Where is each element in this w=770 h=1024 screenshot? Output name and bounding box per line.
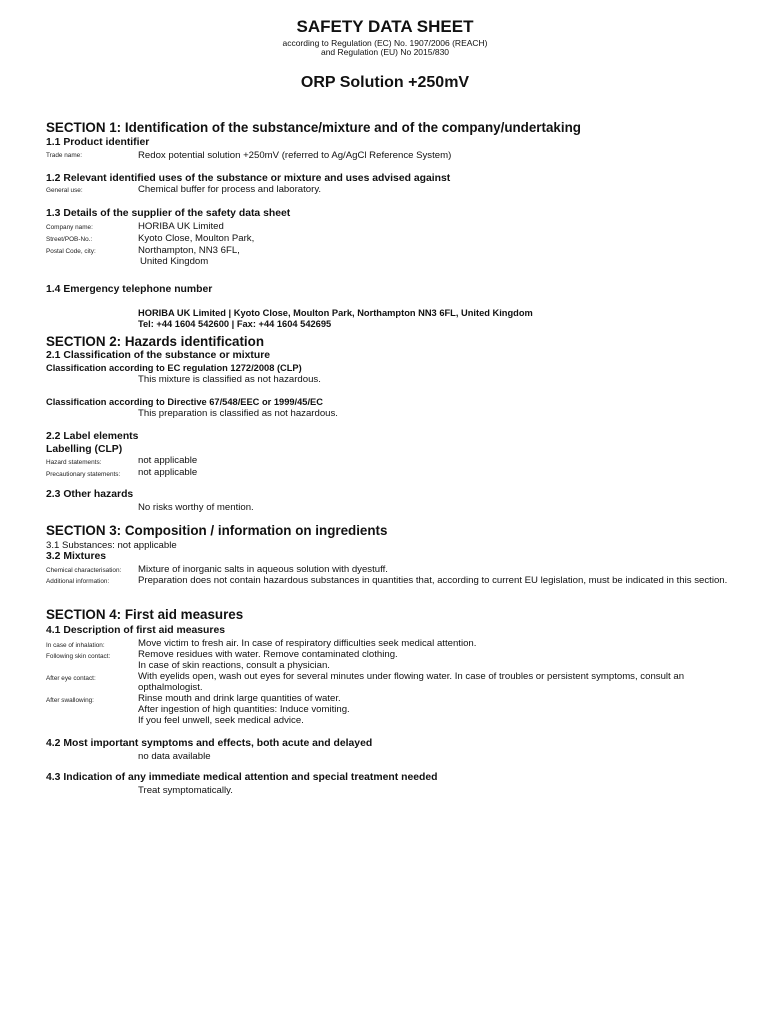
hazard-statements-value: not applicable — [138, 455, 198, 466]
section-1-title: SECTION 1: Identification of the substance/mixture and of the company/undertaking — [46, 120, 581, 135]
skin-contact-value-1: Remove residues with water. Remove contaminated clothing. — [138, 649, 398, 660]
document-title: SAFETY DATA SHEET — [296, 17, 474, 36]
street-label: Street/POB-No.: — [46, 236, 93, 243]
heading-4-2: 4.2 Most important symptoms and effects, both acute and delayed — [46, 738, 373, 749]
product-name: ORP Solution +250mV — [300, 74, 470, 91]
labelling-clp-heading: Labelling (CLP) — [46, 444, 123, 455]
heading-2-2: 2.2 Label elements — [46, 431, 139, 442]
country-value: United Kingdom — [140, 256, 209, 267]
heading-1-3: 1.3 Details of the supplier of the safety data sheet — [46, 208, 291, 219]
general-use-value: Chemical buffer for process and laboratory. — [138, 184, 322, 195]
clp-classification-heading: Classification according to EC regulation 1272/2008 (CLP) — [46, 363, 302, 373]
emergency-phone: Tel: +44 1604 542600 | Fax: +44 1604 542695 — [138, 319, 332, 329]
swallowing-value-3: If you feel unwell, seek medical advice. — [138, 715, 304, 726]
trade-name-label: Trade name: — [46, 152, 82, 159]
company-name-value: HORIBA UK Limited — [138, 221, 224, 232]
symptoms-value: no data available — [138, 751, 211, 762]
swallowing-value-1: Rinse mouth and drink large quantities of water. — [138, 693, 341, 704]
swallowing-value-2: After ingestion of high quantities: Induce vomiting. — [138, 704, 350, 715]
clp-classification-text: This mixture is classified as not hazardous. — [138, 374, 321, 385]
heading-4-3: 4.3 Indication of any immediate medical attention and special treatment needed — [46, 772, 438, 783]
other-hazards-value: No risks worthy of mention. — [138, 502, 254, 513]
emergency-address: HORIBA UK Limited | Kyoto Close, Moulton Park, Northampton NN3 6FL, United Kingdom — [138, 308, 533, 318]
section-4-title: SECTION 4: First aid measures — [46, 607, 244, 622]
heading-2-3: 2.3 Other hazards — [46, 489, 134, 500]
regulation-line-2: and Regulation (EU) No 2015/830 — [320, 47, 450, 57]
company-name-label: Company name: — [46, 224, 93, 231]
heading-3-2: 3.2 Mixtures — [46, 551, 107, 562]
treatment-value: Treat symptomatically. — [138, 785, 233, 796]
regulation-line-1: according to Regulation (EC) No. 1907/2006 (REACH) — [282, 38, 488, 48]
heading-4-1: 4.1 Description of first aid measures — [46, 625, 226, 636]
eye-contact-label: After eye contact: — [46, 675, 96, 682]
heading-1-1: 1.1 Product identifier — [46, 137, 150, 148]
directive-classification-heading: Classification according to Directive 67/548/EEC or 1999/45/EC — [46, 397, 323, 407]
trade-name-value: Redox potential solution +250mV (referred to Ag/AgCl Reference System) — [138, 150, 452, 161]
additional-information-label: Additional information: — [46, 578, 110, 585]
general-use-label: General use: — [46, 187, 83, 194]
directive-classification-text: This preparation is classified as not hazardous. — [138, 408, 338, 419]
inhalation-value: Move victim to fresh air. In case of respiratory difficulties seek medical attention. — [138, 638, 477, 649]
heading-2-1: 2.1 Classification of the substance or mixture — [46, 350, 271, 361]
additional-information-value: Preparation does not contain hazardous substances in quantities that, according to current EU legislation, must be indicated in this section. — [138, 575, 728, 586]
substances-line: 3.1 Substances: not applicable — [46, 540, 177, 551]
hazard-statements-label: Hazard statements: — [46, 459, 102, 466]
heading-1-4: 1.4 Emergency telephone number — [46, 284, 213, 295]
street-value: Kyoto Close, Moulton Park, — [138, 233, 255, 244]
skin-contact-value-2: In case of skin reactions, consult a physician. — [138, 660, 330, 671]
postal-code-value: Northampton, NN3 6FL, — [138, 245, 240, 256]
inhalation-label: In case of inhalation: — [46, 642, 105, 649]
section-2-title: SECTION 2: Hazards identification — [46, 334, 265, 349]
swallowing-label: After swallowing: — [46, 697, 94, 704]
section-3-title: SECTION 3: Composition / information on ingredients — [46, 523, 388, 538]
postal-code-label: Postal Code, city: — [46, 248, 96, 255]
precautionary-statements-value: not applicable — [138, 467, 198, 478]
heading-1-2: 1.2 Relevant identified uses of the substance or mixture and uses advised against — [46, 173, 451, 184]
eye-contact-value: With eyelids open, wash out eyes for several minutes under flowing water. In case of troubles or persistent symptoms, consult an opthalmologist. — [138, 671, 685, 693]
chemical-characterisation-value: Mixture of inorganic salts in aqueous solution with dyestuff. — [138, 564, 388, 575]
chemical-characterisation-label: Chemical characterisation: — [46, 567, 122, 574]
precautionary-statements-label: Precautionary statements: — [46, 471, 121, 478]
skin-contact-label: Following skin contact: — [46, 653, 111, 660]
